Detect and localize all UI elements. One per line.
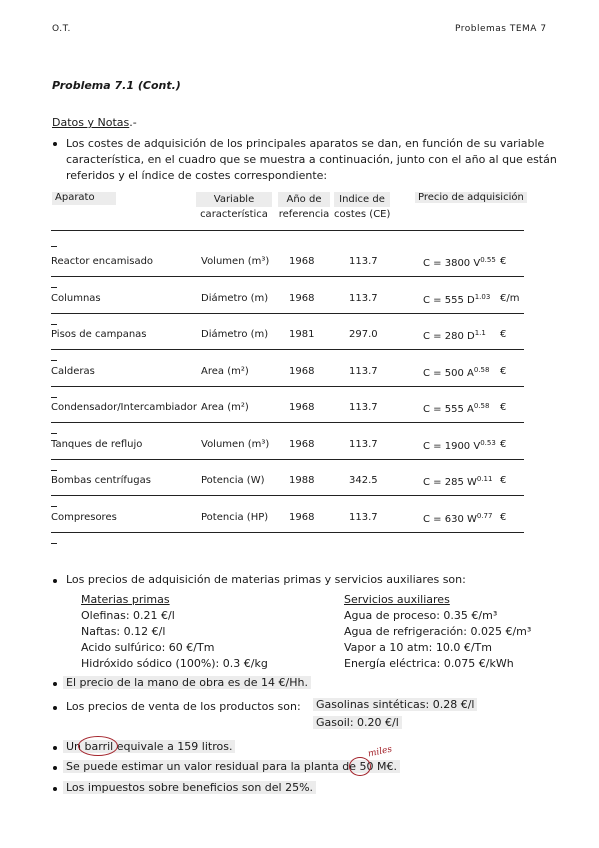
cell-variable: Volumen (m³) [201, 439, 270, 450]
precio-formula: C = 3800 V [423, 258, 481, 269]
handwritten-annotation: miles [367, 744, 394, 760]
precio-formula: C = 500 A [423, 368, 474, 379]
bullet-dot [53, 142, 57, 146]
cell-precio [423, 439, 496, 452]
handwritten-circle [78, 736, 118, 756]
cell-aparato: Calderas [51, 366, 95, 377]
intro-paragraph [66, 136, 557, 184]
row-separator [51, 276, 524, 277]
intro-line: referidos y el índice de costes correspondiente: [66, 169, 328, 182]
row-separator [51, 422, 524, 423]
row-separator-tail [51, 470, 57, 471]
handwritten-circle [349, 757, 371, 776]
col-header-line: costes (CE) [334, 209, 391, 220]
precio-exponent: 0.77 [476, 512, 493, 520]
list-item: Naftas: 0.12 €/l [81, 625, 166, 638]
bullet-dot [53, 682, 57, 686]
row-separator [51, 386, 524, 387]
cell-aparato: Compresores [51, 512, 117, 523]
cell-anio: 1968 [289, 402, 315, 413]
bullet-dot [53, 579, 57, 583]
intro-line: Los costes de adquisición de los principales aparatos se dan, en función de su variable [66, 137, 545, 150]
precio-formula: C = 1900 V [423, 441, 481, 452]
bullet-dot [53, 706, 57, 710]
cell-indice: 113.7 [349, 439, 378, 450]
precio-exponent: 0.11 [476, 475, 493, 483]
materias-intro: Los precios de adquisición de materias primas y servicios auxiliares son: [66, 573, 466, 586]
barril-word: barril [84, 740, 114, 753]
cell-variable: Volumen (m³) [201, 256, 270, 267]
cell-precio [423, 475, 492, 488]
cell-anio: 1968 [289, 512, 315, 523]
list-item: Acido sulfúrico: 60 €/Tm [81, 641, 215, 654]
list-item: Energía eléctrica: 0.075 €/kWh [344, 657, 514, 670]
col-header-line: Año de [278, 192, 330, 207]
intro-line: característica, en el cuadro que se muestra a continuación, junto con el año al que están [66, 153, 557, 166]
precio-exponent: 0.55 [480, 256, 496, 264]
col-header-aparato: Aparato [52, 192, 116, 205]
row-separator-tail [51, 543, 57, 544]
servicios-list [344, 608, 531, 672]
cell-anio: 1968 [289, 439, 315, 450]
cell-unit: €/m [500, 293, 520, 304]
col-header-precio: Precio de adquisición [415, 192, 527, 203]
materias-list [81, 608, 268, 672]
row-separator [51, 313, 524, 314]
cell-indice: 113.7 [349, 256, 378, 267]
barril-post: equivale a 159 litros. [113, 740, 233, 753]
cell-variable: Diámetro (m) [201, 293, 269, 304]
cell-anio: 1968 [289, 293, 315, 304]
precio-formula: C = 285 W [423, 477, 477, 488]
cell-precio [423, 366, 489, 379]
header-left: O.T. [52, 24, 71, 34]
cell-indice: 342.5 [349, 475, 378, 486]
precio-exponent: 0.58 [473, 402, 490, 410]
residual-post: . [393, 760, 397, 773]
precio-exponent: 0.53 [480, 439, 496, 447]
bullet-dot [53, 746, 57, 750]
row-separator-tail [51, 397, 57, 398]
cell-anio: 1981 [289, 329, 315, 340]
precio-formula: C = 555 D [423, 295, 475, 306]
cell-indice: 113.7 [349, 293, 378, 304]
cell-variable: Area (m²) [201, 402, 249, 413]
cell-unit: € [500, 329, 507, 340]
precio-formula: C = 280 D [423, 331, 475, 342]
cell-precio [423, 402, 489, 415]
venta-label: Los precios de venta de los productos son: [66, 700, 301, 713]
precio-formula: C = 555 A [423, 404, 474, 415]
section-label: Datos y Notas [52, 116, 130, 129]
materias-title: Materias primas [81, 593, 170, 606]
cell-unit: € [500, 402, 507, 413]
servicios-title: Servicios auxiliares [344, 593, 450, 606]
col-header-line: característica [200, 209, 268, 220]
cell-anio: 1968 [289, 256, 315, 267]
row-separator [51, 532, 524, 533]
cell-precio [423, 256, 496, 269]
row-separator-tail [51, 433, 57, 434]
venta-item-gasoil: Gasoil: 0.20 €/l [313, 716, 402, 729]
list-item: Vapor a 10 atm: 10.0 €/Tm [344, 641, 492, 654]
impuestos-text: Los impuestos sobre beneficios son del 25%. [63, 781, 316, 794]
col-header-variable [196, 192, 272, 222]
cell-aparato: Columnas [51, 293, 101, 304]
cell-precio [423, 329, 486, 342]
problem-title: Problema 7.1 (Cont.) [52, 79, 181, 92]
cell-indice: 113.7 [349, 402, 378, 413]
row-separator-tail [51, 287, 57, 288]
row-separator-tail [51, 324, 57, 325]
cell-aparato: Condensador/Intercambiador [51, 402, 198, 413]
cell-aparato: Reactor encamisado [51, 256, 154, 267]
residual-pre: Se puede estimar un valor residual para la planta de 50 [66, 760, 377, 773]
cell-variable: Potencia (W) [201, 475, 265, 486]
section-suffix: .- [129, 116, 137, 129]
cell-aparato: Bombas centrífugas [51, 475, 151, 486]
section-heading [52, 116, 137, 129]
cell-indice: 297.0 [349, 329, 378, 340]
residual-unit: M€ [376, 760, 394, 773]
precio-exponent: 0.58 [473, 366, 490, 374]
row-separator-tail [51, 360, 57, 361]
list-item: Olefinas: 0.21 €/l [81, 609, 175, 622]
precio-exponent: 1.1 [474, 329, 486, 337]
col-header-line: Indice de [334, 192, 390, 207]
table-rule [51, 230, 524, 231]
mano-obra-text: El precio de la mano de obra es de 14 €/Hh. [63, 676, 311, 689]
row-separator-tail [51, 506, 57, 507]
col-header-line: Variable [196, 192, 272, 207]
list-item: Hidróxido sódico (100%): 0.3 €/kg [81, 657, 268, 670]
cell-variable: Potencia (HP) [201, 512, 269, 523]
table-rule-tail [51, 246, 57, 247]
row-separator [51, 459, 524, 460]
cell-variable: Area (m²) [201, 366, 249, 377]
list-item: Agua de proceso: 0.35 €/m³ [344, 609, 498, 622]
row-separator [51, 349, 524, 350]
col-header-indice [334, 192, 390, 222]
cell-unit: € [500, 512, 507, 523]
precio-formula: C = 630 W [423, 514, 477, 525]
cell-precio [423, 293, 490, 306]
col-header-line: referencia [278, 209, 330, 220]
precio-exponent: 1.03 [474, 293, 491, 301]
bullet-dot [53, 766, 57, 770]
cell-indice: 113.7 [349, 512, 378, 523]
cell-anio: 1988 [289, 475, 315, 486]
cell-unit: € [500, 366, 507, 377]
cell-unit: € [500, 439, 507, 450]
cell-precio [423, 512, 492, 525]
cell-anio: 1968 [289, 366, 315, 377]
barril-pre: Un [66, 740, 85, 753]
list-item: Agua de refrigeración: 0.025 €/m³ [344, 625, 532, 638]
cell-unit: € [500, 475, 507, 486]
cell-indice: 113.7 [349, 366, 378, 377]
cell-unit: € [500, 256, 507, 267]
row-separator [51, 495, 524, 496]
bullet-dot [53, 787, 57, 791]
cell-variable: Diámetro (m) [201, 329, 269, 340]
venta-item-gasolinas: Gasolinas sintéticas: 0.28 €/l [313, 698, 477, 711]
cell-aparato: Pisos de campanas [51, 329, 147, 340]
header-right: Problemas TEMA 7 [455, 24, 547, 34]
cell-aparato: Tanques de reflujo [51, 439, 143, 450]
col-header-anio [278, 192, 330, 222]
